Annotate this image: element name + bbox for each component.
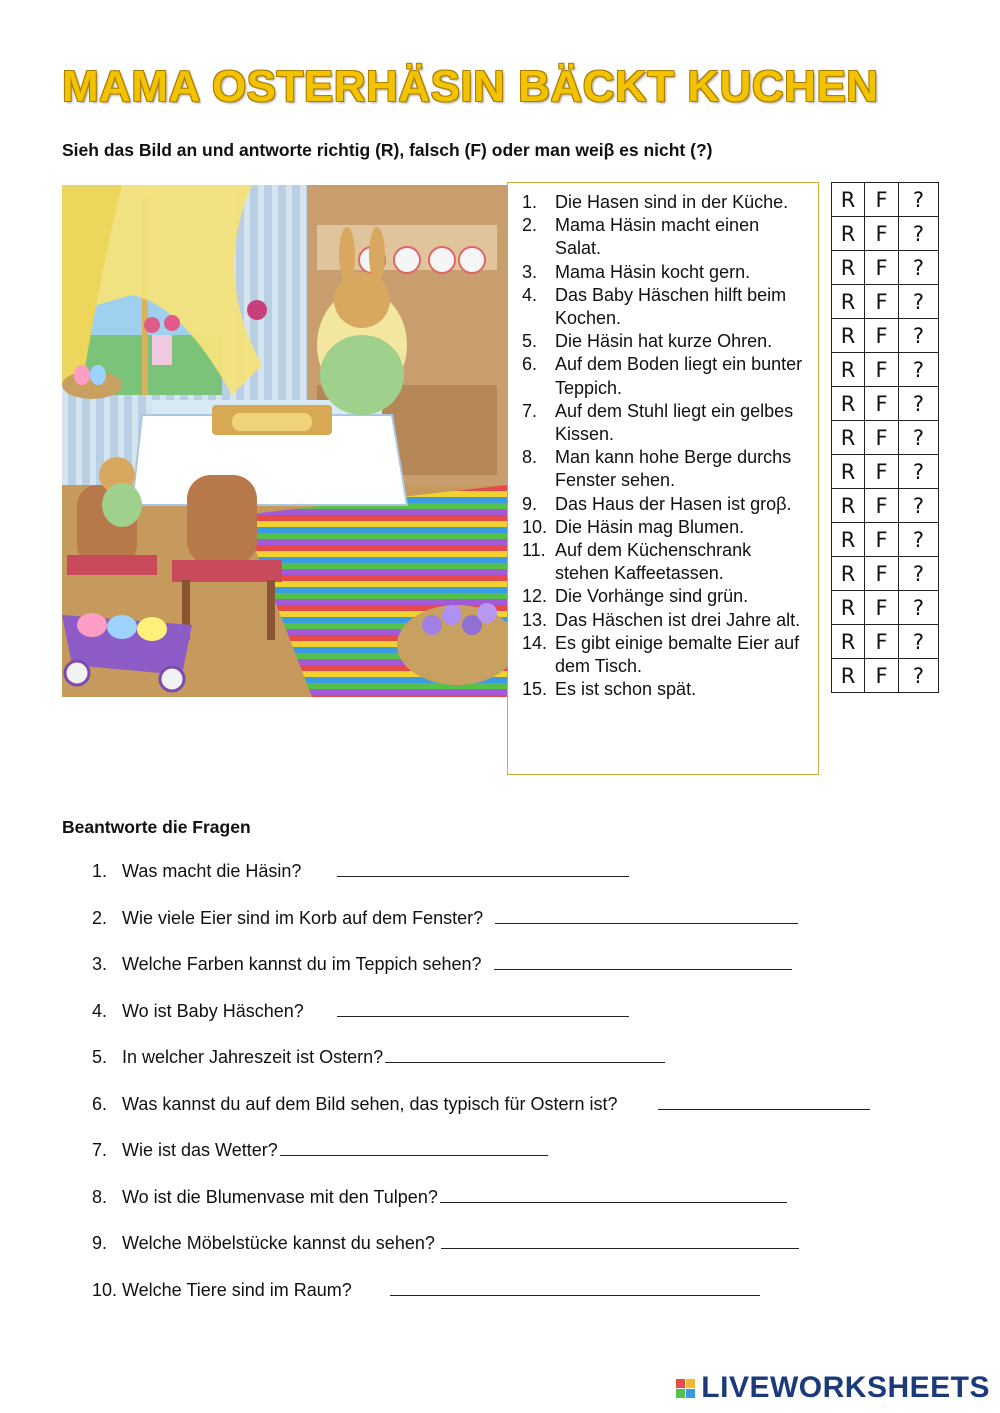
answer-option-f[interactable]: F: [865, 387, 899, 421]
statement-item: [522, 609, 808, 632]
answer-row: [832, 489, 939, 523]
question-item: [92, 1139, 548, 1161]
answer-option-unknown[interactable]: ?: [899, 353, 939, 387]
statement-number: 12.: [522, 586, 548, 607]
answer-row: [832, 183, 939, 217]
answer-row: [832, 217, 939, 251]
answer-option-unknown[interactable]: ?: [899, 659, 939, 693]
answer-option-f[interactable]: F: [865, 251, 899, 285]
answer-row: [832, 387, 939, 421]
statement-text: Mama Häsin kocht gern.: [555, 261, 751, 282]
answer-option-r[interactable]: R: [832, 319, 865, 353]
statement-item: [522, 214, 808, 260]
answer-option-unknown[interactable]: ?: [899, 523, 939, 557]
statement-item: [522, 261, 808, 284]
answer-option-r[interactable]: R: [832, 455, 865, 489]
answer-option-unknown[interactable]: ?: [899, 557, 939, 591]
answer-option-f[interactable]: F: [865, 319, 899, 353]
answer-option-r[interactable]: R: [832, 353, 865, 387]
statement-number: 1.: [522, 192, 538, 212]
answer-option-r[interactable]: R: [832, 523, 865, 557]
question-text: In welcher Jahreszeit ist Ostern?: [122, 1047, 384, 1067]
answer-option-unknown[interactable]: ?: [899, 489, 939, 523]
statement-text: Das Baby Häschen hilft beim Kochen.: [555, 284, 787, 329]
question-text: Welche Farben kannst du im Teppich sehen?: [122, 954, 482, 974]
answer-option-f[interactable]: F: [865, 523, 899, 557]
statement-item: [522, 400, 808, 446]
question-item: [92, 1279, 760, 1301]
answer-input-line[interactable]: [441, 1232, 799, 1249]
question-item: [92, 1186, 787, 1208]
statement-text: Mama Häsin macht einen Salat.: [555, 215, 760, 259]
statement-number: 2.: [522, 215, 538, 236]
statement-item: [522, 191, 808, 214]
statement-text: Das Haus der Hasen ist groβ.: [555, 493, 792, 514]
statement-number: 15.: [522, 679, 548, 700]
answer-option-r[interactable]: R: [832, 217, 865, 251]
answer-option-unknown[interactable]: ?: [899, 285, 939, 319]
answer-input-line[interactable]: [337, 1000, 629, 1017]
question-text: Wie viele Eier sind im Korb auf dem Fenster?: [122, 908, 484, 928]
answer-input-line[interactable]: [337, 860, 629, 877]
answer-option-unknown[interactable]: ?: [899, 217, 939, 251]
answer-row: [832, 285, 939, 319]
answer-row: [832, 421, 939, 455]
answer-row: [832, 625, 939, 659]
answer-option-unknown[interactable]: ?: [899, 591, 939, 625]
answer-option-f[interactable]: F: [865, 489, 899, 523]
answer-option-r[interactable]: R: [832, 183, 865, 217]
statement-text: Das Häschen ist drei Jahre alt.: [555, 609, 801, 630]
answer-option-unknown[interactable]: ?: [899, 387, 939, 421]
answer-option-f[interactable]: F: [865, 659, 899, 693]
answer-option-unknown[interactable]: ?: [899, 319, 939, 353]
statement-number: 3.: [522, 261, 538, 282]
answer-option-f[interactable]: F: [865, 183, 899, 217]
answer-row: [832, 353, 939, 387]
question-number: 7.: [92, 1140, 108, 1160]
statement-item: [522, 284, 808, 330]
statement-item: [522, 539, 808, 585]
answer-option-r[interactable]: R: [832, 387, 865, 421]
watermark-text: LIVEWORKSHEETS: [701, 1371, 990, 1404]
statement-number: 6.: [522, 354, 538, 375]
statement-item: [522, 353, 808, 399]
answer-option-r[interactable]: R: [832, 489, 865, 523]
question-number: 2.: [92, 908, 108, 928]
answer-row: [832, 523, 939, 557]
question-item: [92, 1093, 870, 1115]
statement-item: [522, 446, 808, 492]
statement-item: [522, 585, 808, 608]
question-text: Welche Tiere sind im Raum?: [122, 1280, 352, 1300]
liveworksheets-logo-icon: [676, 1379, 695, 1398]
question-item: [92, 1046, 665, 1068]
answer-row: [832, 659, 939, 693]
question-text: Was kannst du auf dem Bild sehen, das typisch für Ostern ist?: [122, 1094, 618, 1114]
statement-number: 4.: [522, 284, 538, 305]
statement-item: [522, 632, 808, 678]
answer-option-unknown[interactable]: ?: [899, 421, 939, 455]
answer-input-line[interactable]: [494, 953, 792, 970]
statement-text: Die Häsin hat kurze Ohren.: [555, 331, 773, 352]
statement-text: Die Hasen sind in der Küche.: [555, 192, 789, 212]
question-number: 5.: [92, 1047, 108, 1067]
answer-row: [832, 319, 939, 353]
question-item: [92, 953, 792, 975]
question-number: 6.: [92, 1094, 108, 1114]
answer-option-r[interactable]: R: [832, 251, 865, 285]
question-text: Wo ist die Blumenvase mit den Tulpen?: [122, 1187, 438, 1207]
answer-option-r[interactable]: R: [832, 659, 865, 693]
answer-option-r[interactable]: R: [832, 557, 865, 591]
question-item: [92, 907, 798, 929]
statement-text: Man kann hohe Berge durchs Fenster sehen.: [555, 447, 792, 491]
statement-number: 7.: [522, 400, 538, 421]
statement-text: Es gibt einige bemalte Eier auf dem Tisch.: [555, 632, 800, 677]
question-item: [92, 860, 629, 882]
answer-option-unknown[interactable]: ?: [899, 251, 939, 285]
instruction-text: Sieh das Bild an und antworte richtig (R), falsch (F) oder man weiβ es nicht (?): [62, 140, 713, 160]
answer-row: [832, 251, 939, 285]
statement-item: [522, 493, 808, 516]
question-number: 8.: [92, 1187, 108, 1207]
question-number: 10.: [92, 1280, 118, 1300]
statement-number: 13.: [522, 609, 548, 630]
kitchen-illustration: [62, 185, 507, 697]
statement-number: 14.: [522, 632, 548, 653]
answer-option-unknown[interactable]: ?: [899, 625, 939, 659]
answer-option-f[interactable]: F: [865, 625, 899, 659]
answer-input-line[interactable]: [385, 1046, 665, 1063]
answer-grid: [831, 182, 939, 693]
answer-option-r[interactable]: R: [832, 591, 865, 625]
answer-option-f[interactable]: F: [865, 217, 899, 251]
statement-item: [522, 516, 808, 539]
statement-text: Die Vorhänge sind grün.: [555, 586, 749, 607]
answer-input-line[interactable]: [658, 1093, 870, 1110]
statement-text: Es ist schon spät.: [555, 679, 697, 700]
answer-option-unknown[interactable]: ?: [899, 455, 939, 489]
statements-list: [522, 191, 808, 701]
answer-option-f[interactable]: F: [865, 557, 899, 591]
answer-option-f[interactable]: F: [865, 285, 899, 319]
statement-item: [522, 678, 808, 701]
statement-number: 8.: [522, 447, 538, 468]
question-number: 1.: [92, 861, 108, 881]
answer-input-line[interactable]: [440, 1186, 787, 1203]
question-text: Wie ist das Wetter?: [122, 1140, 278, 1160]
answer-option-unknown[interactable]: ?: [899, 183, 939, 217]
answer-row: [832, 455, 939, 489]
statement-number: 9.: [522, 493, 538, 514]
questions-heading: Beantworte die Fragen: [62, 817, 251, 837]
answer-option-f[interactable]: F: [865, 421, 899, 455]
statement-number: 5.: [522, 331, 538, 352]
statement-number: 11.: [522, 540, 546, 561]
worksheet-title: MAMA OSTERHÄSIN BÄCKT KUCHEN: [62, 62, 879, 111]
question-text: Was macht die Häsin?: [122, 861, 302, 881]
question-text: Wo ist Baby Häschen?: [122, 1001, 304, 1021]
answer-option-f[interactable]: F: [865, 591, 899, 625]
answer-option-r[interactable]: R: [832, 421, 865, 455]
answer-input-line[interactable]: [280, 1139, 548, 1156]
question-text: Welche Möbelstücke kannst du sehen?: [122, 1233, 435, 1253]
answer-option-r[interactable]: R: [832, 625, 865, 659]
answer-option-f[interactable]: F: [865, 455, 899, 489]
statement-text: Auf dem Stuhl liegt ein gelbes Kissen.: [555, 400, 794, 445]
statements-box: [507, 182, 819, 775]
statement-text: Auf dem Küchenschrank stehen Kaffeetassen.: [555, 540, 752, 584]
question-number: 9.: [92, 1233, 108, 1253]
question-item: [92, 1232, 799, 1254]
statement-text: Auf dem Boden liegt ein bunter Teppich.: [555, 354, 803, 398]
answer-row: [832, 557, 939, 591]
statement-text: Die Häsin mag Blumen.: [555, 516, 745, 537]
question-number: 3.: [92, 954, 108, 974]
answer-input-line[interactable]: [495, 907, 798, 924]
answer-option-r[interactable]: R: [832, 285, 865, 319]
answer-option-f[interactable]: F: [865, 353, 899, 387]
question-item: [92, 1000, 629, 1022]
statement-item: [522, 330, 808, 353]
question-number: 4.: [92, 1001, 108, 1021]
answer-input-line[interactable]: [390, 1279, 760, 1296]
liveworksheets-watermark: [676, 1371, 990, 1405]
statement-number: 10.: [522, 516, 548, 537]
answer-row: [832, 591, 939, 625]
